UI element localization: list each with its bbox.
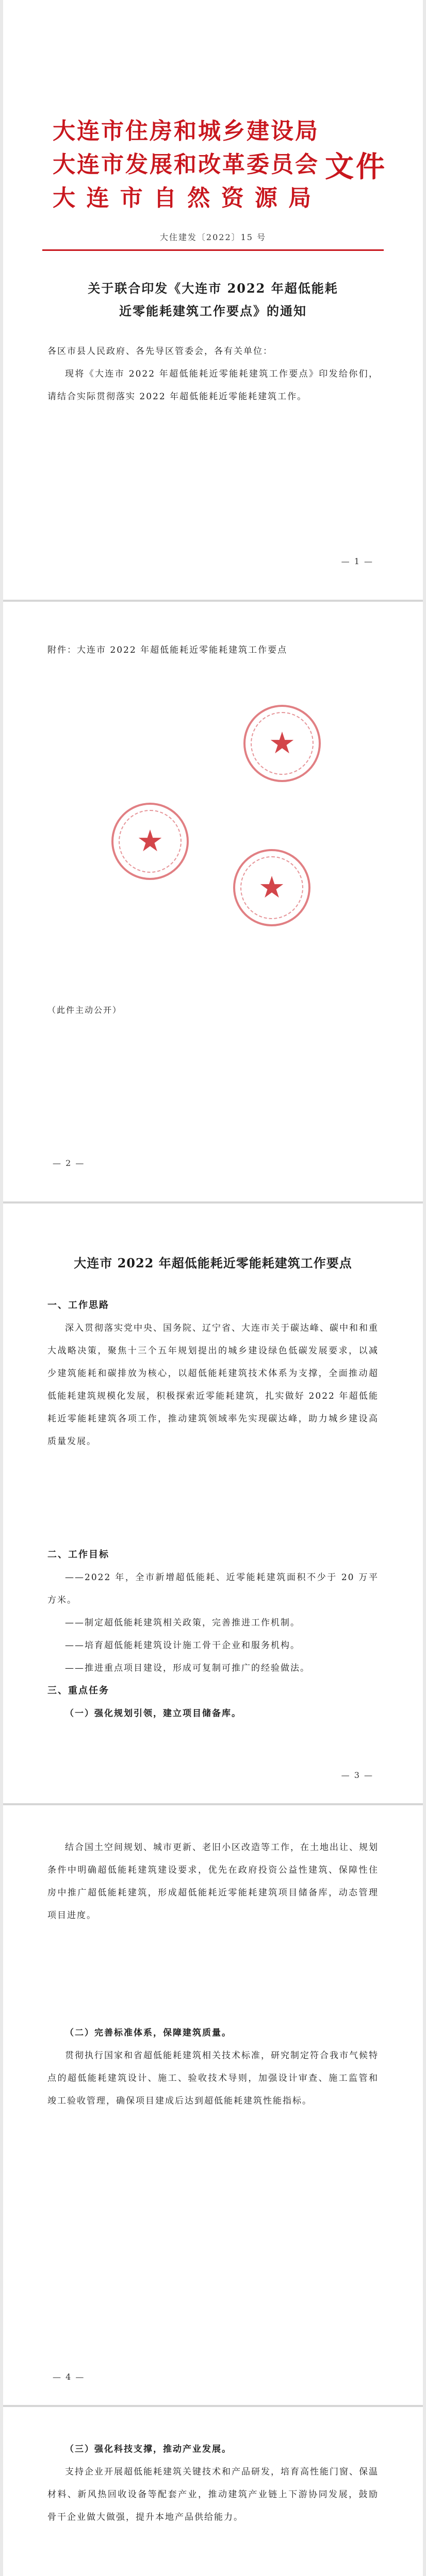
- page-1: [3, 0, 423, 600]
- public-disclosure-note: （此件主动公开）: [47, 1005, 122, 1015]
- task-3-heading: （三）强化科技支撑，推动产业发展。: [65, 2444, 232, 2454]
- page-3: [3, 1204, 423, 1803]
- target-4: ——推进重点项目建设，形成可复制可推广的经验做法。: [65, 1663, 310, 1673]
- task-2-heading: （二）完善标准体系，保障建筑质量。: [65, 2028, 232, 2038]
- official-seal-2: ★: [111, 803, 189, 880]
- attachment-line: 附件：大连市 2022 年超低能耗近零能耗建筑工作要点: [47, 645, 288, 655]
- notice-title-line-1: 关于联合印发《大连市 2022 年超低能耗: [88, 281, 338, 296]
- notice-recipients: 各区市县人民政府、各先导区管委会，各有关单位：: [47, 346, 273, 357]
- section-2-heading: 二、工作目标: [47, 1549, 109, 1560]
- official-seal-1: ★: [243, 705, 321, 782]
- task-3-body: 支持企业开展超低能耗建筑关键技术和产品研发，培育高性能门窗、保温材料、新风热回收设备等配套产业，推动建筑产业链上下游协同发展，鼓励骨干企业做大做强，提升本地产品供给能力。: [47, 2467, 379, 2522]
- task-1-heading: （一）强化规划引领，建立项目储备库。: [65, 1708, 241, 1719]
- section-1-body: 深入贯彻落实党中央、国务院、辽宁省、大连市关于碳达峰、碳中和和重大战略决策，聚焦十三个五年规划提出的城乡建设绿色低碳发展要求，以减少建筑能耗和碳排放为核心，以超低能耗建筑技术体系为支撑，全面推动超低能耗建筑规模化发展，积极探索近零能耗建筑，扎实做好 2022 年超低能耗近零能耗建筑各项工作，推动建筑领域率先实现碳达峰，助力城乡建设高质量发展。: [47, 1323, 379, 1447]
- document-number: 大住建发〔2022〕15 号: [159, 232, 267, 242]
- target-3: ——培育超低能耗建筑设计施工骨干企业和服务机构。: [65, 1640, 300, 1651]
- wenjian-mark: 文件: [325, 150, 387, 184]
- section-3-heading: 三、重点任务: [47, 1685, 109, 1696]
- notice-body: 现将《大连市 2022 年超低能耗近零能耗建筑工作要点》印发给你们，请结合实际贯彻落实 2022 年超低能耗近零能耗建筑工作。: [47, 369, 379, 402]
- issuer-line-2: 大连市发展和改革委员会: [53, 151, 319, 178]
- page-2: [3, 602, 423, 1201]
- page-number-1: — 1 —: [341, 556, 373, 566]
- page-number-4: — 4 —: [53, 2372, 85, 2382]
- issuer-line-1: 大连市住房和城乡建设局: [53, 118, 319, 144]
- task-2-body: 贯彻执行国家和省超低能耗建筑相关技术标准，研究制定符合我市气候特点的超低能耗建筑设计、施工、验收技术导则，加强设计审查、施工监管和竣工验收管理，确保项目建成后达到超低能耗建筑性能指标。: [47, 2050, 379, 2106]
- task-1-body: 结合国土空间规划、城市更新、老旧小区改造等工作，在土地出让、规划条件中明确超低能耗建筑建设要求，优先在政府投资公益性建筑、保障性住房中推广超低能耗建筑，形成超低能耗近零能耗建筑项目储备库，动态管理项目进度。: [47, 1842, 379, 1921]
- page-5: [3, 2407, 423, 2576]
- red-divider: [42, 249, 384, 251]
- official-seal-3: ★: [233, 849, 310, 926]
- page-number-3: — 3 —: [341, 1770, 373, 1780]
- issuer-line-3: 大 连 市 自 然 资 源 局: [53, 185, 313, 211]
- points-title: 大连市 2022 年超低能耗近零能耗建筑工作要点: [74, 1256, 352, 1270]
- page-number-2: — 2 —: [53, 1158, 85, 1168]
- section-1-heading: 一、工作思路: [47, 1300, 109, 1311]
- notice-title-line-2: 近零能耗建筑工作要点》的通知: [119, 303, 307, 318]
- target-1: ——2022 年，全市新增超低能耗、近零能耗建筑面积不少于 20 万平方米。: [47, 1572, 379, 1605]
- target-2: ——制定超低能耗建筑相关政策，完善推进工作机制。: [65, 1618, 300, 1628]
- page-4: [3, 1805, 423, 2405]
